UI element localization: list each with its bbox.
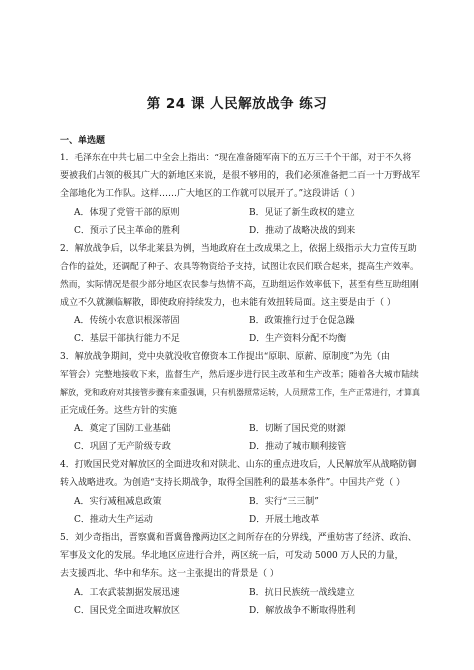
question-2-option-d[interactable]: D．生产资料分配不均衡: [249, 334, 347, 344]
question-3-option-a[interactable]: A．奠定了国防工业基础: [74, 424, 171, 434]
question-1-line-3: 全部地化为工作队。这样……广大地区的工作就可以展开了。”这段讲话（ ）: [60, 189, 360, 199]
question-3-line-3: 解放，党和政府对其接管步骤有来重强调，只有机器照常运转，人员照常工作，生产正常进行，才算真: [60, 388, 420, 397]
question-5-option-d[interactable]: D．解放战争不断取得胜利: [249, 606, 356, 616]
question-3-line-4: 正完成任务。这些方针的实施: [60, 406, 178, 416]
question-2-line-2: 合作的益处，还调配了种子、农具等物资给予支持，试图让农民们联合起来，提高生产效率。: [60, 262, 419, 272]
question-5-line-2: 军事及文化的发展。华北地区应进行合并，两区统一后，可发动 5000 万人民的力量，: [60, 551, 404, 561]
section-heading: 一、单选题: [60, 136, 106, 146]
question-3-option-b[interactable]: B．切断了国民党的财源: [249, 424, 346, 434]
question-5-option-a[interactable]: A．工农武装割据发展迅速: [74, 588, 180, 598]
question-1-option-c[interactable]: C．预示了民主革命的胜利: [74, 226, 180, 236]
question-1-line-2: 要被我们占领的极其广大的新地区来说，是很不够用的，我们必须准备把二百一十万野战军: [60, 171, 421, 181]
question-2-option-c[interactable]: C．基层干部执行能力不足: [74, 334, 180, 344]
question-2-option-a[interactable]: A．传统小农意识根深蒂固: [74, 316, 180, 326]
question-5-option-c[interactable]: C．国民党全面进攻解放区: [74, 606, 180, 616]
question-4-line-1: 4．打败国民党对解放区的全面进攻和对陕北、山东的重点进攻后，人民解放军从战略防御: [60, 460, 417, 470]
question-5-option-b[interactable]: B．抗日民族统一战线建立: [249, 588, 355, 598]
question-2-option-b[interactable]: B．政策推行过于仓促急躁: [249, 316, 355, 326]
question-4-line-2: 转入战略进攻。为创造“支持长期战争，取得全国胜利的最基本条件”。中国共产党（ ）: [60, 478, 406, 488]
question-3-option-c[interactable]: C．巩固了无产阶级专政: [74, 442, 171, 452]
question-1-option-a[interactable]: A．体现了党管干部的原则: [74, 208, 180, 218]
question-2-line-3: 然而，实际情况是很少部分地区农民参与热情不高，互助组运作效率低下，甚至有些互助组刚: [60, 280, 419, 290]
page-title: 第 24 课 人民解放战争 练习: [146, 96, 328, 112]
question-4-option-b[interactable]: B．实行“三三制”: [249, 497, 319, 507]
question-3-line-2: 军管会）完整地接收下来，监督生产，然后逐步进行民主改革和生产改革；随着各大城市陆续: [60, 370, 419, 380]
question-4-option-c[interactable]: C．推动大生产运动: [74, 515, 153, 525]
question-4-option-a[interactable]: A．实行减租减息政策: [74, 497, 162, 507]
question-2-line-4: 成立不久就濒临解散，即使政府持续发力，也未能有效扭转局面。这主要是由于（ ）: [60, 298, 396, 308]
question-1-option-d[interactable]: D．推动了战略决战的到来: [249, 226, 356, 236]
question-1-option-b[interactable]: B．见证了新生政权的建立: [249, 208, 355, 218]
question-3-line-1: 3．解放战争期间，党中央就没收官僚资本工作提出“原职、原薪、原制度”为先（由: [60, 352, 390, 362]
question-5-line-3: 去支援西北、华中和华东。这一主张提出的背景是（ ）: [60, 569, 279, 579]
question-1-line-1: 1．毛泽东在中共七届二中全会上指出：“现在准备随军南下的五万三千个干部，对于不久将: [60, 153, 412, 163]
question-5-line-1: 5．刘少奇指出，晋察冀和晋冀鲁豫两边区之间所存在的分界线，严重妨害了经济、政治、: [60, 533, 417, 543]
question-4-option-d[interactable]: D．开展土地改革: [249, 515, 320, 525]
question-3-option-d[interactable]: D．推动了城市顺利接管: [249, 442, 347, 452]
question-2-line-1: 2．解放战争后，以华北莱县为例，当地政府在土改成果之上，依据上级指示大力宣传互助: [60, 244, 417, 254]
